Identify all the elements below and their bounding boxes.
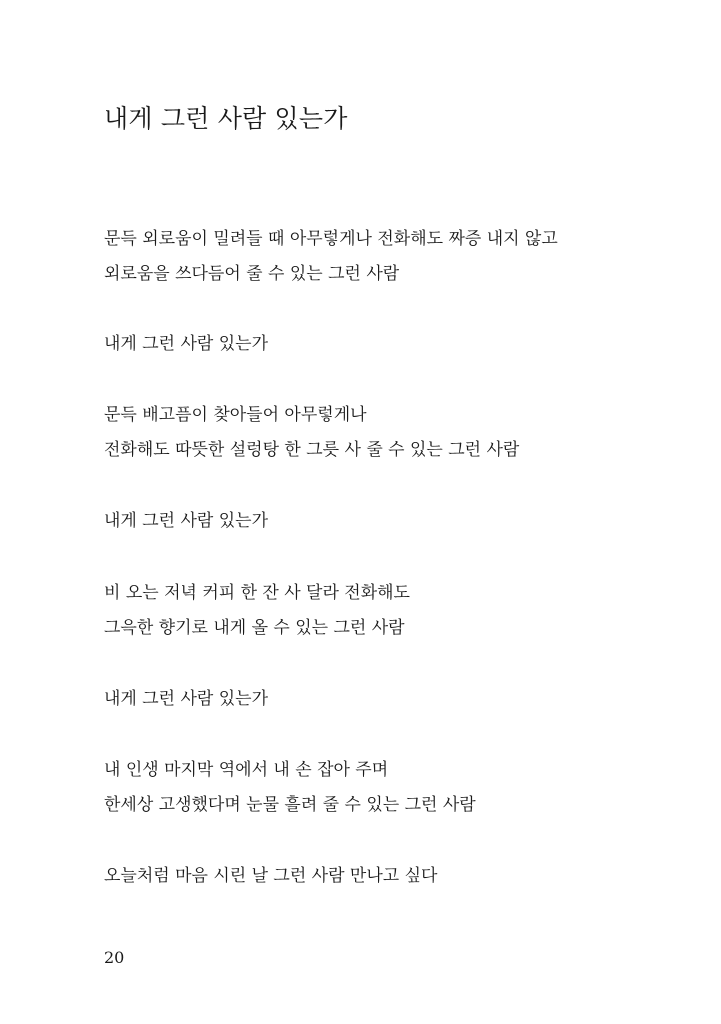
poem-line: 내게 그런 사람 있는가	[104, 511, 269, 531]
poem-line: 그윽한 향기로 내게 올 수 있는 그런 사람	[104, 618, 405, 638]
page-number: 20	[104, 948, 125, 967]
poem-line: 내게 그런 사람 있는가	[104, 334, 269, 354]
poem-line: 전화해도 따뜻한 설렁탕 한 그릇 사 줄 수 있는 그런 사람	[104, 440, 520, 460]
poem-line: 문득 배고픔이 찾아들어 아무렇게나	[104, 405, 367, 425]
poem-line: 문득 외로움이 밀려들 때 아무렇게나 전화해도 짜증 내지 않고	[104, 229, 558, 249]
poem-line: 한세상 고생했다며 눈물 흘려 줄 수 있는 그런 사람	[104, 795, 476, 815]
poem-line: 비 오는 저녁 커피 한 잔 사 달라 전화해도	[104, 583, 410, 603]
poem-line: 외로움을 쓰다듬어 줄 수 있는 그런 사람	[104, 264, 400, 284]
poem-line: 내게 그런 사람 있는가	[104, 689, 269, 709]
poem-line: 오늘처럼 마음 시린 날 그런 사람 만나고 싶다	[104, 866, 438, 886]
poem-line: 내 인생 마지막 역에서 내 손 잡아 주며	[104, 760, 389, 780]
poem-title: 내게 그런 사람 있는가	[104, 104, 348, 133]
